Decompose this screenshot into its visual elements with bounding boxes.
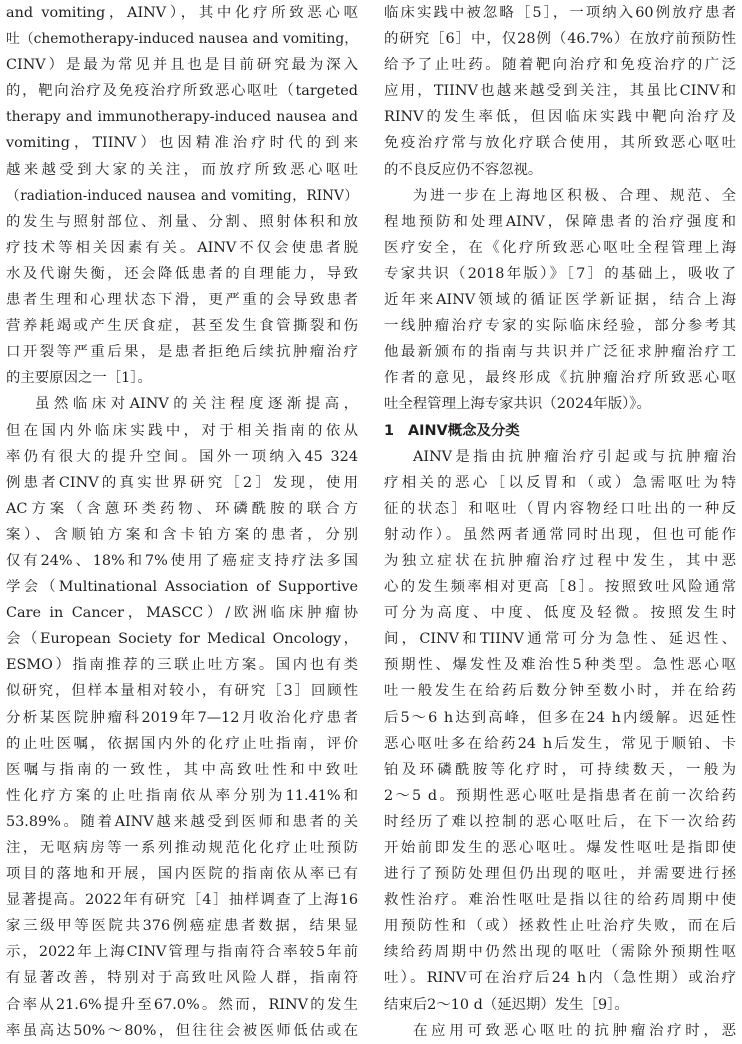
text-line: 为独立症状在抗肿瘤治疗过程中发生，其中恶 (384, 552, 736, 569)
text-line: 率仍有很大的提升空间。国外一项纳入45 324 (6, 448, 358, 465)
text-line: 专家共识（2018年版）》［7］的基础上，吸收了 (384, 265, 736, 282)
text-line: 为进一步在上海地区积极、合理、规范、全 (413, 187, 736, 204)
text-line: 53.89%。随着AINV越来越受到医师和患者的关 (6, 813, 358, 830)
text-line: 的主要原因之一［1］。 (6, 370, 152, 387)
text-line: 营养耗竭或产生厌食症，甚至发生食管撕裂和伤 (6, 318, 358, 335)
text-line: 但在国内外临床实践中，对于相关指南的依从 (6, 422, 358, 439)
text-line: （radiation-induced nausea and vomiting，RINV） (6, 187, 358, 204)
text-line: 医疗安全，在《化疗所致恶心呕吐全程管理上海 (384, 239, 736, 256)
text-line: 有显著改善，特别对于高致吐风险人群，指南符 (6, 970, 358, 987)
text-line: 恶心呕吐多在给药24 h后发生，常见于顺铂、卡 (384, 735, 736, 752)
text-line: 学会（Multinational Association of Supportive (6, 579, 358, 596)
text-line: RINV的发生率低，但因临床实践中靶向治疗及 (384, 109, 736, 126)
text-line: 示，2022年上海CINV管理与指南符合率较5年前 (6, 944, 358, 961)
left-column (6, 0, 358, 1044)
text-line: 似研究，但样本量相对较小，有研究［3］回顾性 (6, 683, 358, 700)
text-line: 仅有24%、18%和7%使用了癌症支持疗法多国 (6, 552, 358, 569)
text-line: 吐（chemotherapy-induced nausea and vomiting， (6, 31, 358, 48)
text-line: vomiting，TIINV）也因精准治疗时代的到来 (6, 135, 358, 152)
text-line: Care in Cancer，MASCC）/欧洲临床肿瘤协 (6, 605, 358, 622)
section-title: AINV概念及分类 (408, 422, 520, 439)
text-line: 案）、含顺铂方案和含卡铂方案的患者，分别 (6, 526, 358, 543)
text-line: 显著提高。2022年有研究［4］抽样调查了上海16 (6, 892, 358, 909)
text-line: 一线肿瘤治疗专家的实际临床经验，部分参考其 (384, 318, 736, 335)
text-line: 注，无呕病房等一系列推动规范化化疗止吐预防 (6, 840, 358, 856)
text-line: 的止吐医嘱，依据国内外的化疗止吐指南，评价 (6, 735, 358, 752)
section-number: 1 (384, 422, 395, 439)
text-line: 续给药周期中仍然出现的呕吐（需除外预期性呕 (384, 944, 736, 961)
text-line: 例患者CINV的真实世界研究［2］发现，使用 (6, 474, 358, 491)
text-line: CINV）是最为常见并且也是目前研究最为深入 (6, 57, 358, 74)
text-line: 在应用可致恶心呕吐的抗肿瘤治疗时，恶 (413, 1022, 736, 1039)
text-line: and vomiting，AINV），其中化疗所致恶心呕 (6, 5, 358, 21)
text-line: 征的状态］和呕吐（胃内容物经口吐出的一种反 (384, 500, 736, 517)
text-line: 疗技术等相关因素有关。AINV不仅会使患者脱 (6, 239, 358, 256)
text-line: ESMO）指南推荐的三联止吐方案。国内也有类 (6, 657, 358, 674)
text-line: 的研究［6］中，仅28例（46.7%）在放疗前预防性 (384, 31, 736, 48)
text-line: 给予了止吐药。随着靶向治疗和免疫治疗的广泛 (384, 57, 736, 74)
text-line: 开始前即发生的恶心呕吐。爆发性呕吐是指即使 (384, 840, 736, 856)
text-line: 率虽高达50%～80%，但往往会被医师低估或在 (6, 1022, 358, 1039)
text-line: 临床实践中被忽略［5］，一项纳入60例放疗患者 (384, 5, 736, 21)
section-heading (384, 418, 736, 444)
text-line: 吐全程管理上海专家共识（2024年版）》。 (384, 396, 651, 413)
text-line: 免疫治疗常与放化疗联合使用，其所致恶心呕吐 (384, 135, 736, 152)
text-line: 用预防性和（或）拯救性止吐治疗失败，而在后 (384, 918, 736, 935)
text-line: 进行了预防处理但仍出现的呕吐，并需要进行拯 (384, 866, 736, 883)
text-line: 后5～6 h达到高峰，但多在24 h内缓解。迟延性 (384, 709, 736, 726)
text-line: 越来越受到大家的关注，而放疗所致恶心呕吐 (6, 161, 358, 178)
text-line: 性化疗方案的止吐指南依从率分别为11.41%和 (6, 787, 358, 804)
text-line: 吐一般发生在给药后数分钟至数小时，并在给药 (384, 683, 736, 700)
text-line: 作者的意见，最终形成《抗肿瘤治疗所致恶心呕 (384, 370, 736, 387)
text-line: 近年来AINV领域的循证医学新证据，结合上海 (384, 292, 736, 309)
text-line: 吐）。RINV可在治疗后24 h内（急性期）或治疗 (384, 970, 736, 987)
text-line: 会（European Society for Medical Oncology， (6, 631, 358, 648)
text-line: AC方案（含蒽环类药物、环磷酰胺的联合方 (6, 500, 358, 517)
text-line: 水及代谢失衡，还会降低患者的自理能力，导致 (6, 265, 358, 282)
text-line: 射动作）。虽然两者通常同时出现，但也可能作 (384, 526, 736, 543)
right-column-part2 (384, 444, 736, 1044)
text-line: 合率从21.6%提升至67.0%。然而，RINV的发生 (6, 996, 358, 1013)
text-line: 程地预防和处理AINV，保障患者的治疗强度和 (384, 213, 736, 230)
text-line: 口开裂等严重后果，是患者拒绝后续抗肿瘤治疗 (6, 344, 358, 361)
right-column (384, 0, 736, 1044)
text-line: 的发生与照射部位、剂量、分割、照射体积和放 (6, 213, 358, 230)
text-line: 应用，TIINV也越来越受到关注，其虽比CINV和 (384, 83, 736, 100)
text-line: 时经历了难以控制的恶心呕吐后，在下一次给药 (384, 813, 736, 830)
text-line: 预期性、爆发性及难治性5种类型。急性恶心呕 (384, 657, 736, 674)
right-column-part1 (384, 0, 736, 418)
text-line: 家三级甲等医院共376例癌症患者数据，结果显 (6, 918, 358, 935)
text-line: 铂及环磷酰胺等化疗时，可持续数天，一般为 (384, 761, 736, 778)
text-line: 分析某医院肿瘤科2019年7—12月收治化疗患者 (6, 709, 358, 726)
text-line: 疗相关的恶心［以反胃和（或）急需呕吐为特 (384, 474, 736, 491)
text-line: 间，CINV和TIINV通常可分为急性、延迟性、 (384, 631, 736, 648)
text-line: 心的发生频率相对更高［8］。按照致吐风险通常 (384, 579, 736, 596)
text-line: 项目的落地和开展，国内医院的指南依从率已有 (6, 866, 358, 883)
text-line: 结束后2～10 d（延迟期）发生［9］。 (384, 996, 629, 1013)
text-line: AINV是指由抗肿瘤治疗引起或与抗肿瘤治 (413, 448, 736, 465)
text-line: therapy and immunotherapy-induced nausea and (6, 109, 358, 126)
text-line: 的，靶向治疗及免疫治疗所致恶心呕吐（targeted (6, 83, 358, 100)
text-line: 患者生理和心理状态下滑，更严重的会导致患者 (6, 292, 358, 309)
text-line: 虽然临床对AINV的关注程度逐渐提高， (35, 396, 358, 413)
text-line: 的不良反应仍不容忽视。 (384, 161, 543, 178)
text-line: 他最新颁布的指南与共识并广泛征求肿瘤治疗工 (384, 344, 736, 361)
text-line: 可分为高度、中度、低度及轻微。按照发生时 (384, 605, 736, 622)
text-line: 2～5 d。预期性恶心呕吐是指患者在前一次给药 (384, 787, 736, 804)
text-line: 救性治疗。难治性呕吐是指以往的给药周期中使 (384, 892, 736, 909)
text-line: 医嘱与指南的一致性，其中高致吐性和中致吐 (6, 761, 358, 778)
